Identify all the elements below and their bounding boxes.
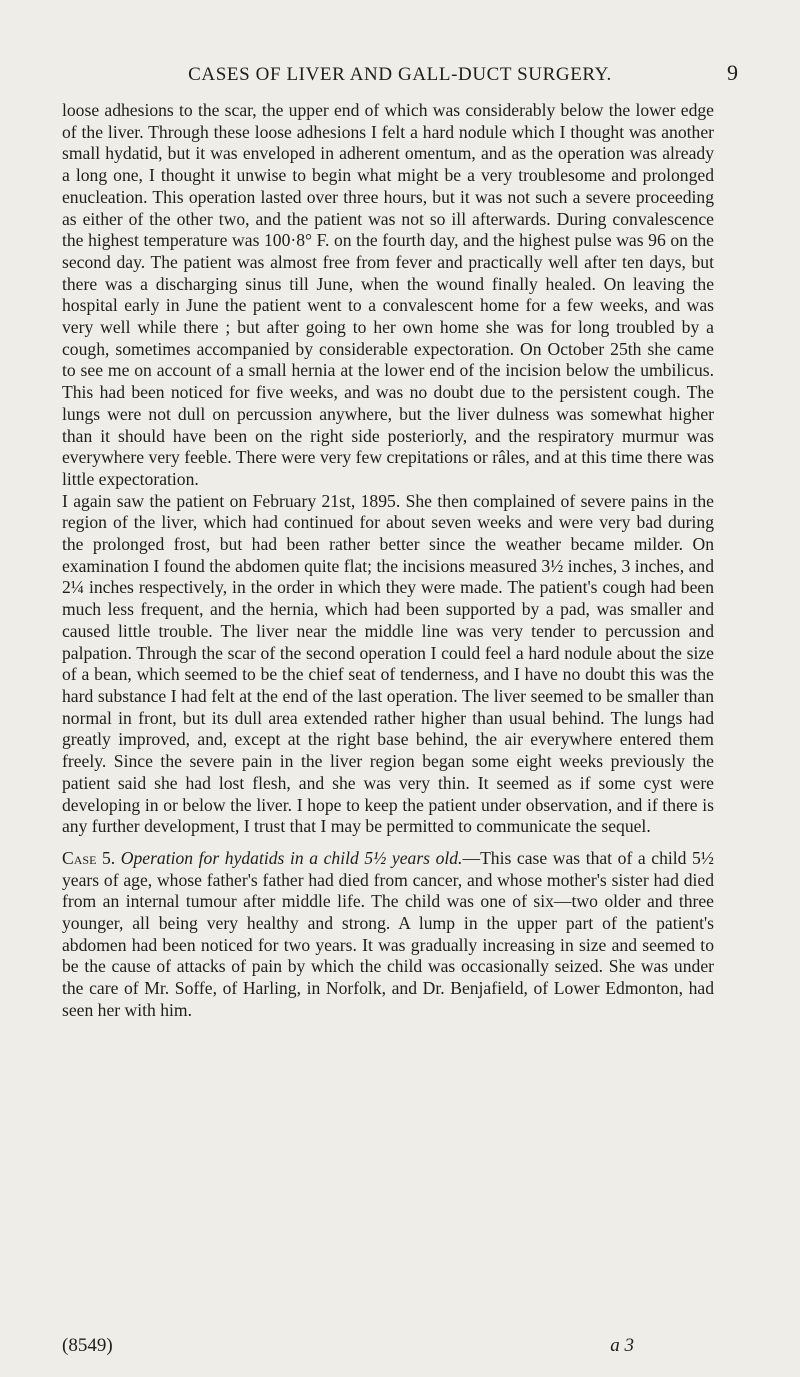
case-label: Case 5.	[62, 847, 116, 868]
paragraph-continued: loose adhesions to the scar, the upper end of which was considerably below the lower edge of the liver. Through these loose adhesions I felt a hard nodule which I thought was another small hydatid, but it was enveloped in adherent omentum, and as the operation was already a long one, I thought it unwise to begin what might be a very troublesome and prolonged enucleation. This operation lasted over three hours, but it was not such a severe proceeding as either of the other two, and the patient was not so ill afterwards. During convalescence the highest temperature was 100·8° F. on the fourth day, and the highest pulse was 96 on the second day. The patient was almost free from fever and practically well after ten days, but there was a discharging sinus till June, when the wound finally healed. On leaving the hospital early in June the patient went to a convalescent home for a few weeks, and was very well while there ; but after going to her own home she was for long troubled by a cough, sometimes accompanied by considerable expectoration. On October 25th she came to see me on account of a small hernia at the lower end of the incision below the umbilicus. This had been noticed for five weeks, and was no doubt due to the persistent cough. The lungs were not dull on percussion anywhere, but the liver dulness was somewhat higher than it should have been on the right side posteriorly, and the respiratory murmur was everywhere very feeble. There were very few crepitations or râles, and at this time there was little expectoration.	[62, 100, 714, 489]
page-header	[0, 60, 800, 94]
page-footer	[62, 1335, 714, 1363]
body-text	[62, 100, 714, 1022]
page-number: 9	[727, 60, 738, 85]
signature-mark: (8549)	[62, 1335, 113, 1356]
paragraph-case-5	[62, 848, 714, 1022]
paragraph-february-visit: I again saw the patient on February 21st, 1895. She then complained of severe pains in the region of the liver, which had continued for about seven weeks and were very bad during the prolonged frost, but had been rather better since the weather became milder. On examination I found the abdomen quite flat; the incisions measured 3½ inches, 3 inches, and 2¼ inches respectively, in the order in which they were made. The patient's cough had been much less frequent, and the hernia, which had been supported by a pad, was smaller and caused little trouble. The liver near the middle line was very tender to percussion and palpation. Through the scar of the second operation I could feel a hard nodule about the size of a bean, which seemed to be the chief seat of tenderness, and I have no doubt this was the hard substance I had felt at the end of the last operation. The liver seemed to be smaller than normal in front, but its dull area extended rather higher than usual behind. The lungs had greatly improved, and, except at the right base behind, the air everywhere entered them freely. Since the severe pain in the liver region began some eight weeks previously the patient said she had lost flesh, and she was very thin. It seemed as if some cyst were developing in or below the liver. I hope to keep the patient under observation, and if there is any further development, I trust that I may be permitted to communicate the sequel.	[62, 490, 714, 837]
case-title: Operation for hydatids in a child 5½ years old.	[120, 847, 463, 868]
case-text: —This case was that of a child 5½ years of age, whose father's father had died from cancer, and whose mother's sister had died from an internal tumour after middle life. The child was one of six—two older and three younger, all being very healthy and strong. A lump in the upper part of the patient's abdomen had been noticed for two years. It was gradually increasing in size and seemed to be the cause of attacks of pain by which the child was occasionally seized. She was under the care of Mr. Soffe, of Harling, in Norfolk, and Dr. Benjafield, of Lower Edmonton, had seen her with him.	[62, 847, 714, 1020]
running-head: CASES OF LIVER AND GALL-DUCT SURGERY.	[188, 64, 612, 85]
gathering-mark: a 3	[610, 1335, 634, 1356]
